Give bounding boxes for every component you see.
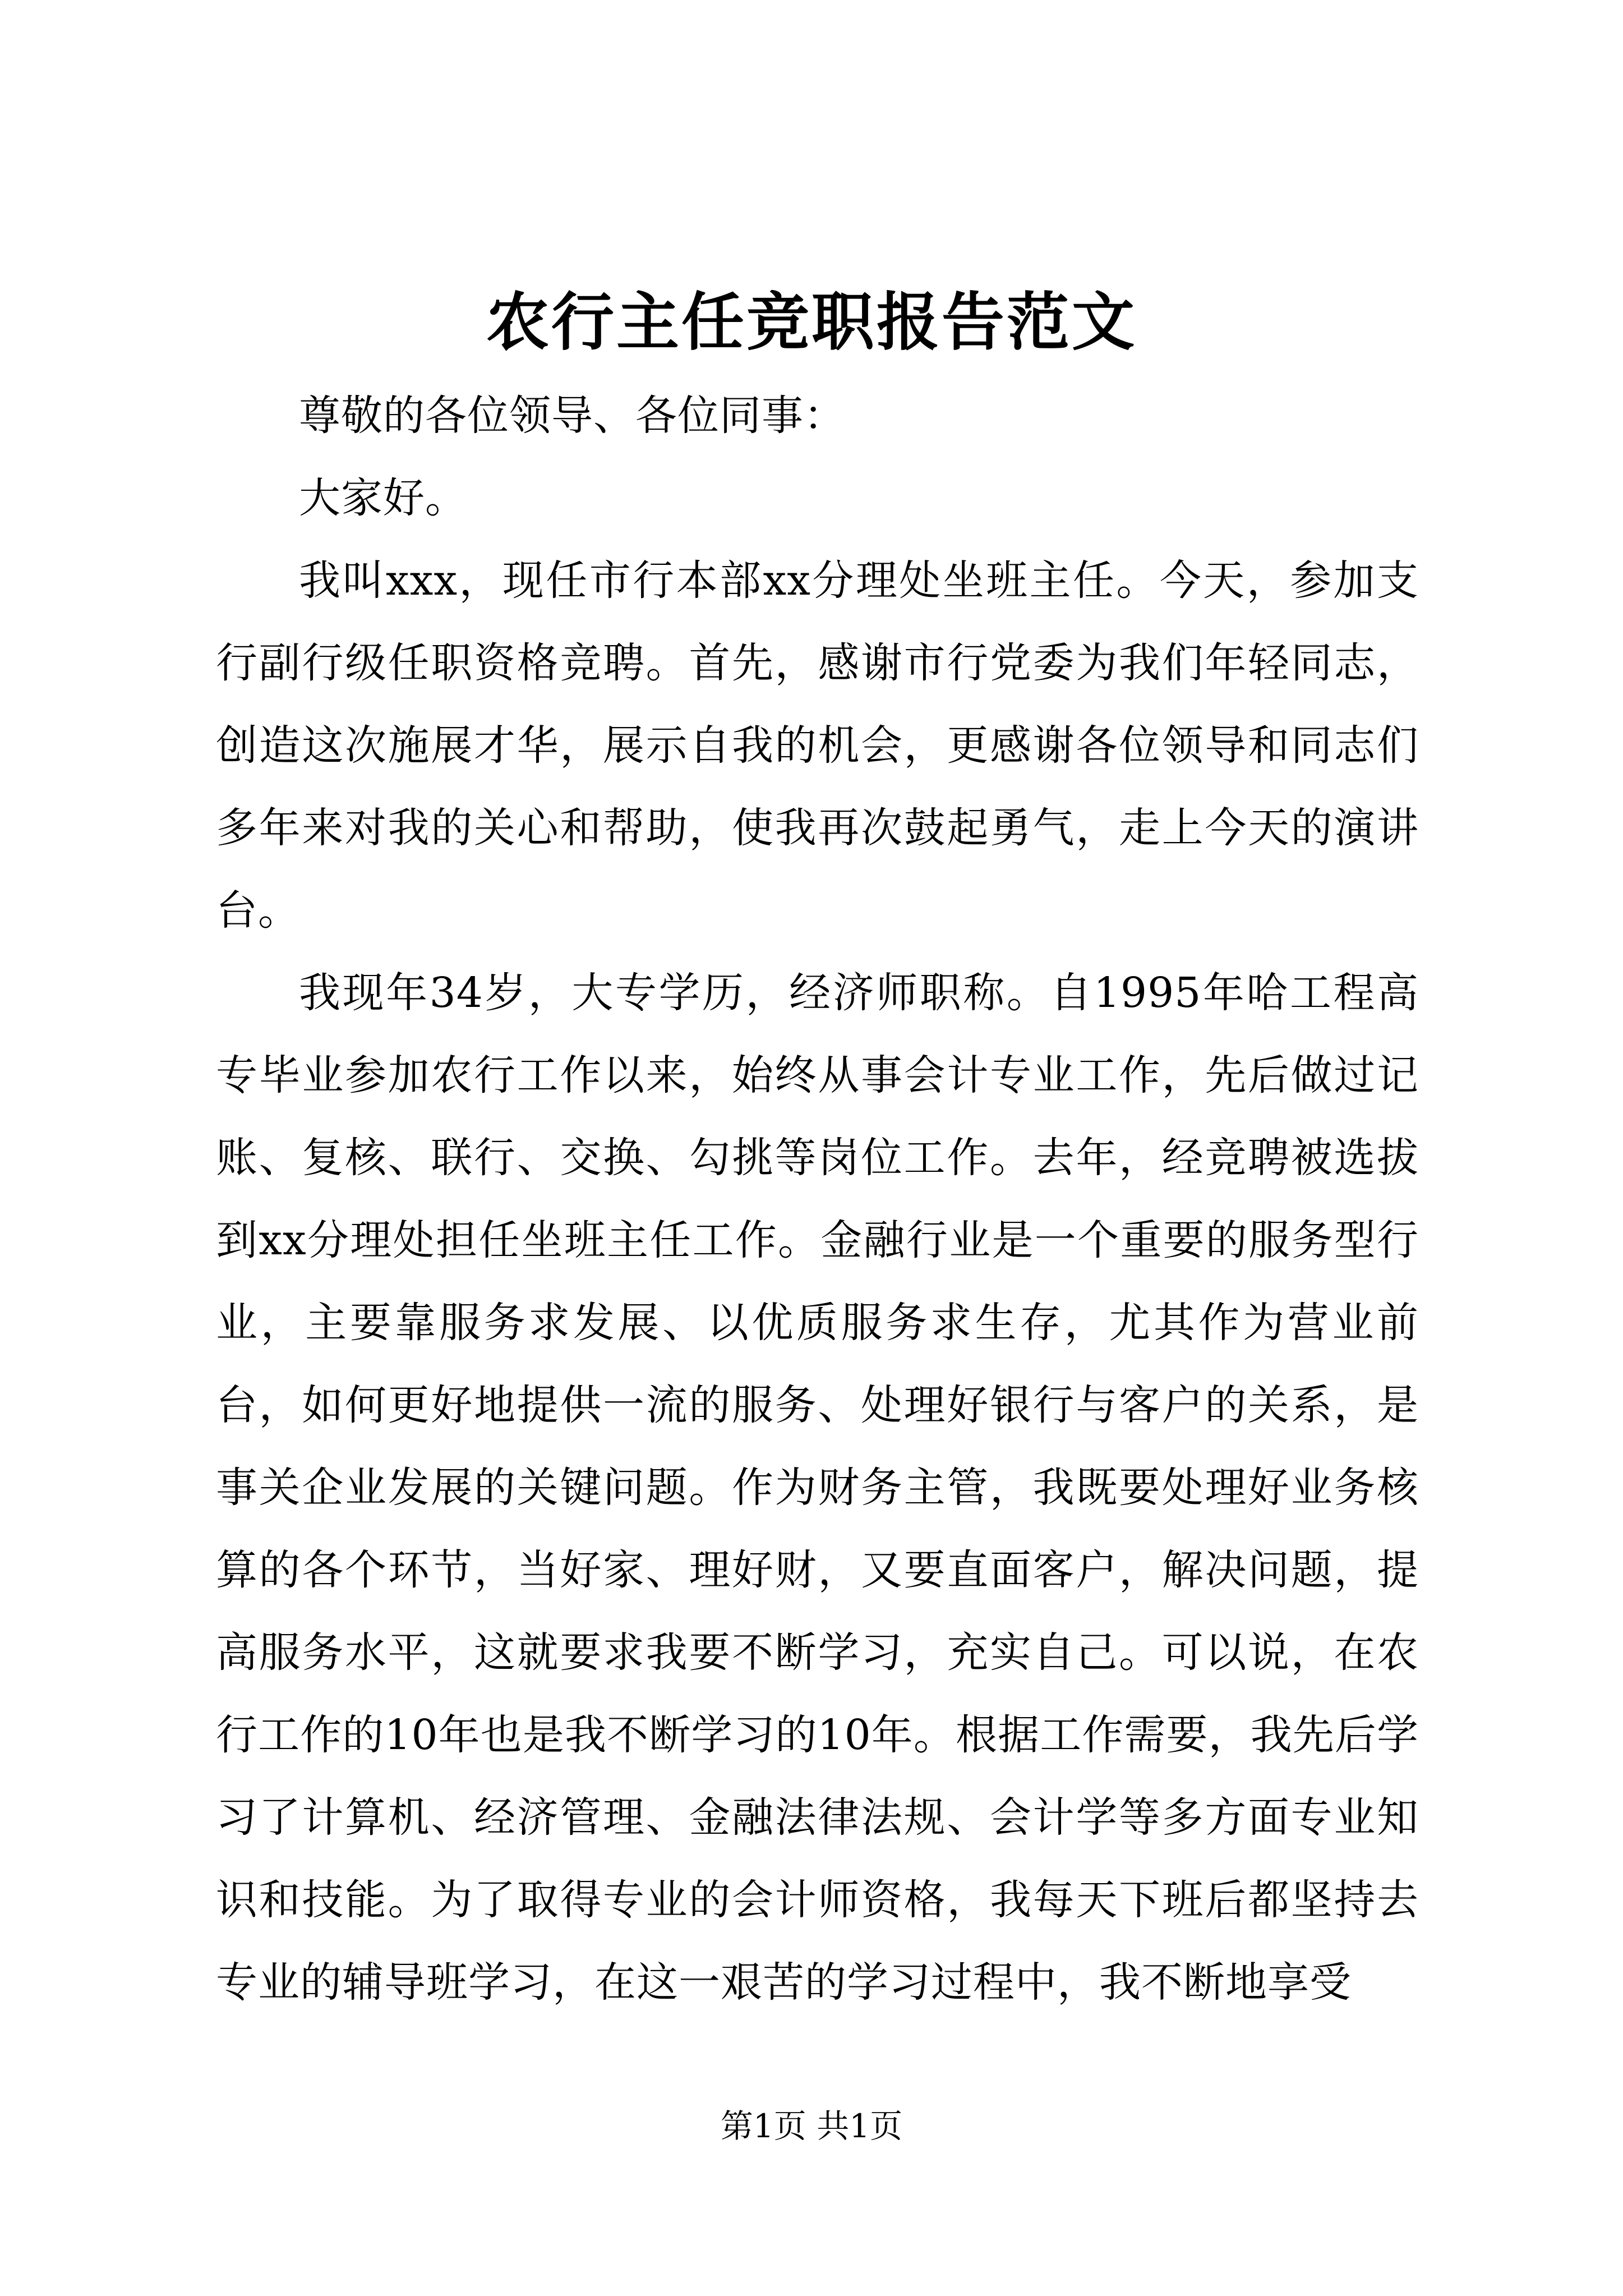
salutation-paragraph: 尊敬的各位领导、各位同事： [299, 392, 846, 440]
introduction-paragraph: 我叫xxx，现任市行本部xx分理处坐班主任。今天，参加支行副行级任职资格竞聘。首先，感谢市行党委为我们年轻同志，创造这次施展才华，展示自我的机会，更感谢各位领导和同志们多年来对我的关心和帮助，使我再次鼓起勇气，走上今天的演讲台。 [216, 556, 1419, 935]
page-footer: 第1页 共1页 [720, 2107, 903, 2145]
document-body [216, 375, 1419, 2024]
document-title: 农行主任竞职报告范文 [486, 286, 1137, 359]
greeting-paragraph: 大家好。 [299, 474, 467, 522]
background-paragraph: 我现年34岁，大专学历，经济师职称。自1995年哈工程高专毕业参加农行工作以来，始终从事会计专业工作，先后做过记账、复核、联行、交换、勾挑等岗位工作。去年，经竞聘被选拔到xx分理处担任坐班主任工作。金融行业是一个重要的服务型行业，主要靠服务求发展、以优质服务求生存，尤其作为营业前台，如何更好地提供一流的服务、处理好银行与客户的关系，是事关企业发展的关键问题。作为财务主管，我既要处理好业务核算的各个环节，当好家、理好财，又要直面客户，解决问题，提高服务水平，这就要求我要不断学习，充实自己。可以说，在农行工作的10年也是我不断学习的10年。根据工作需要，我先后学习了计算机、经济管理、金融法律法规、会计学等多方面专业知识和技能。为了取得专业的会计师资格，我每天下班后都坚持去专业的辅导班学习，在这一艰苦的学习过程中，我不断地享受 [216, 969, 1419, 2007]
